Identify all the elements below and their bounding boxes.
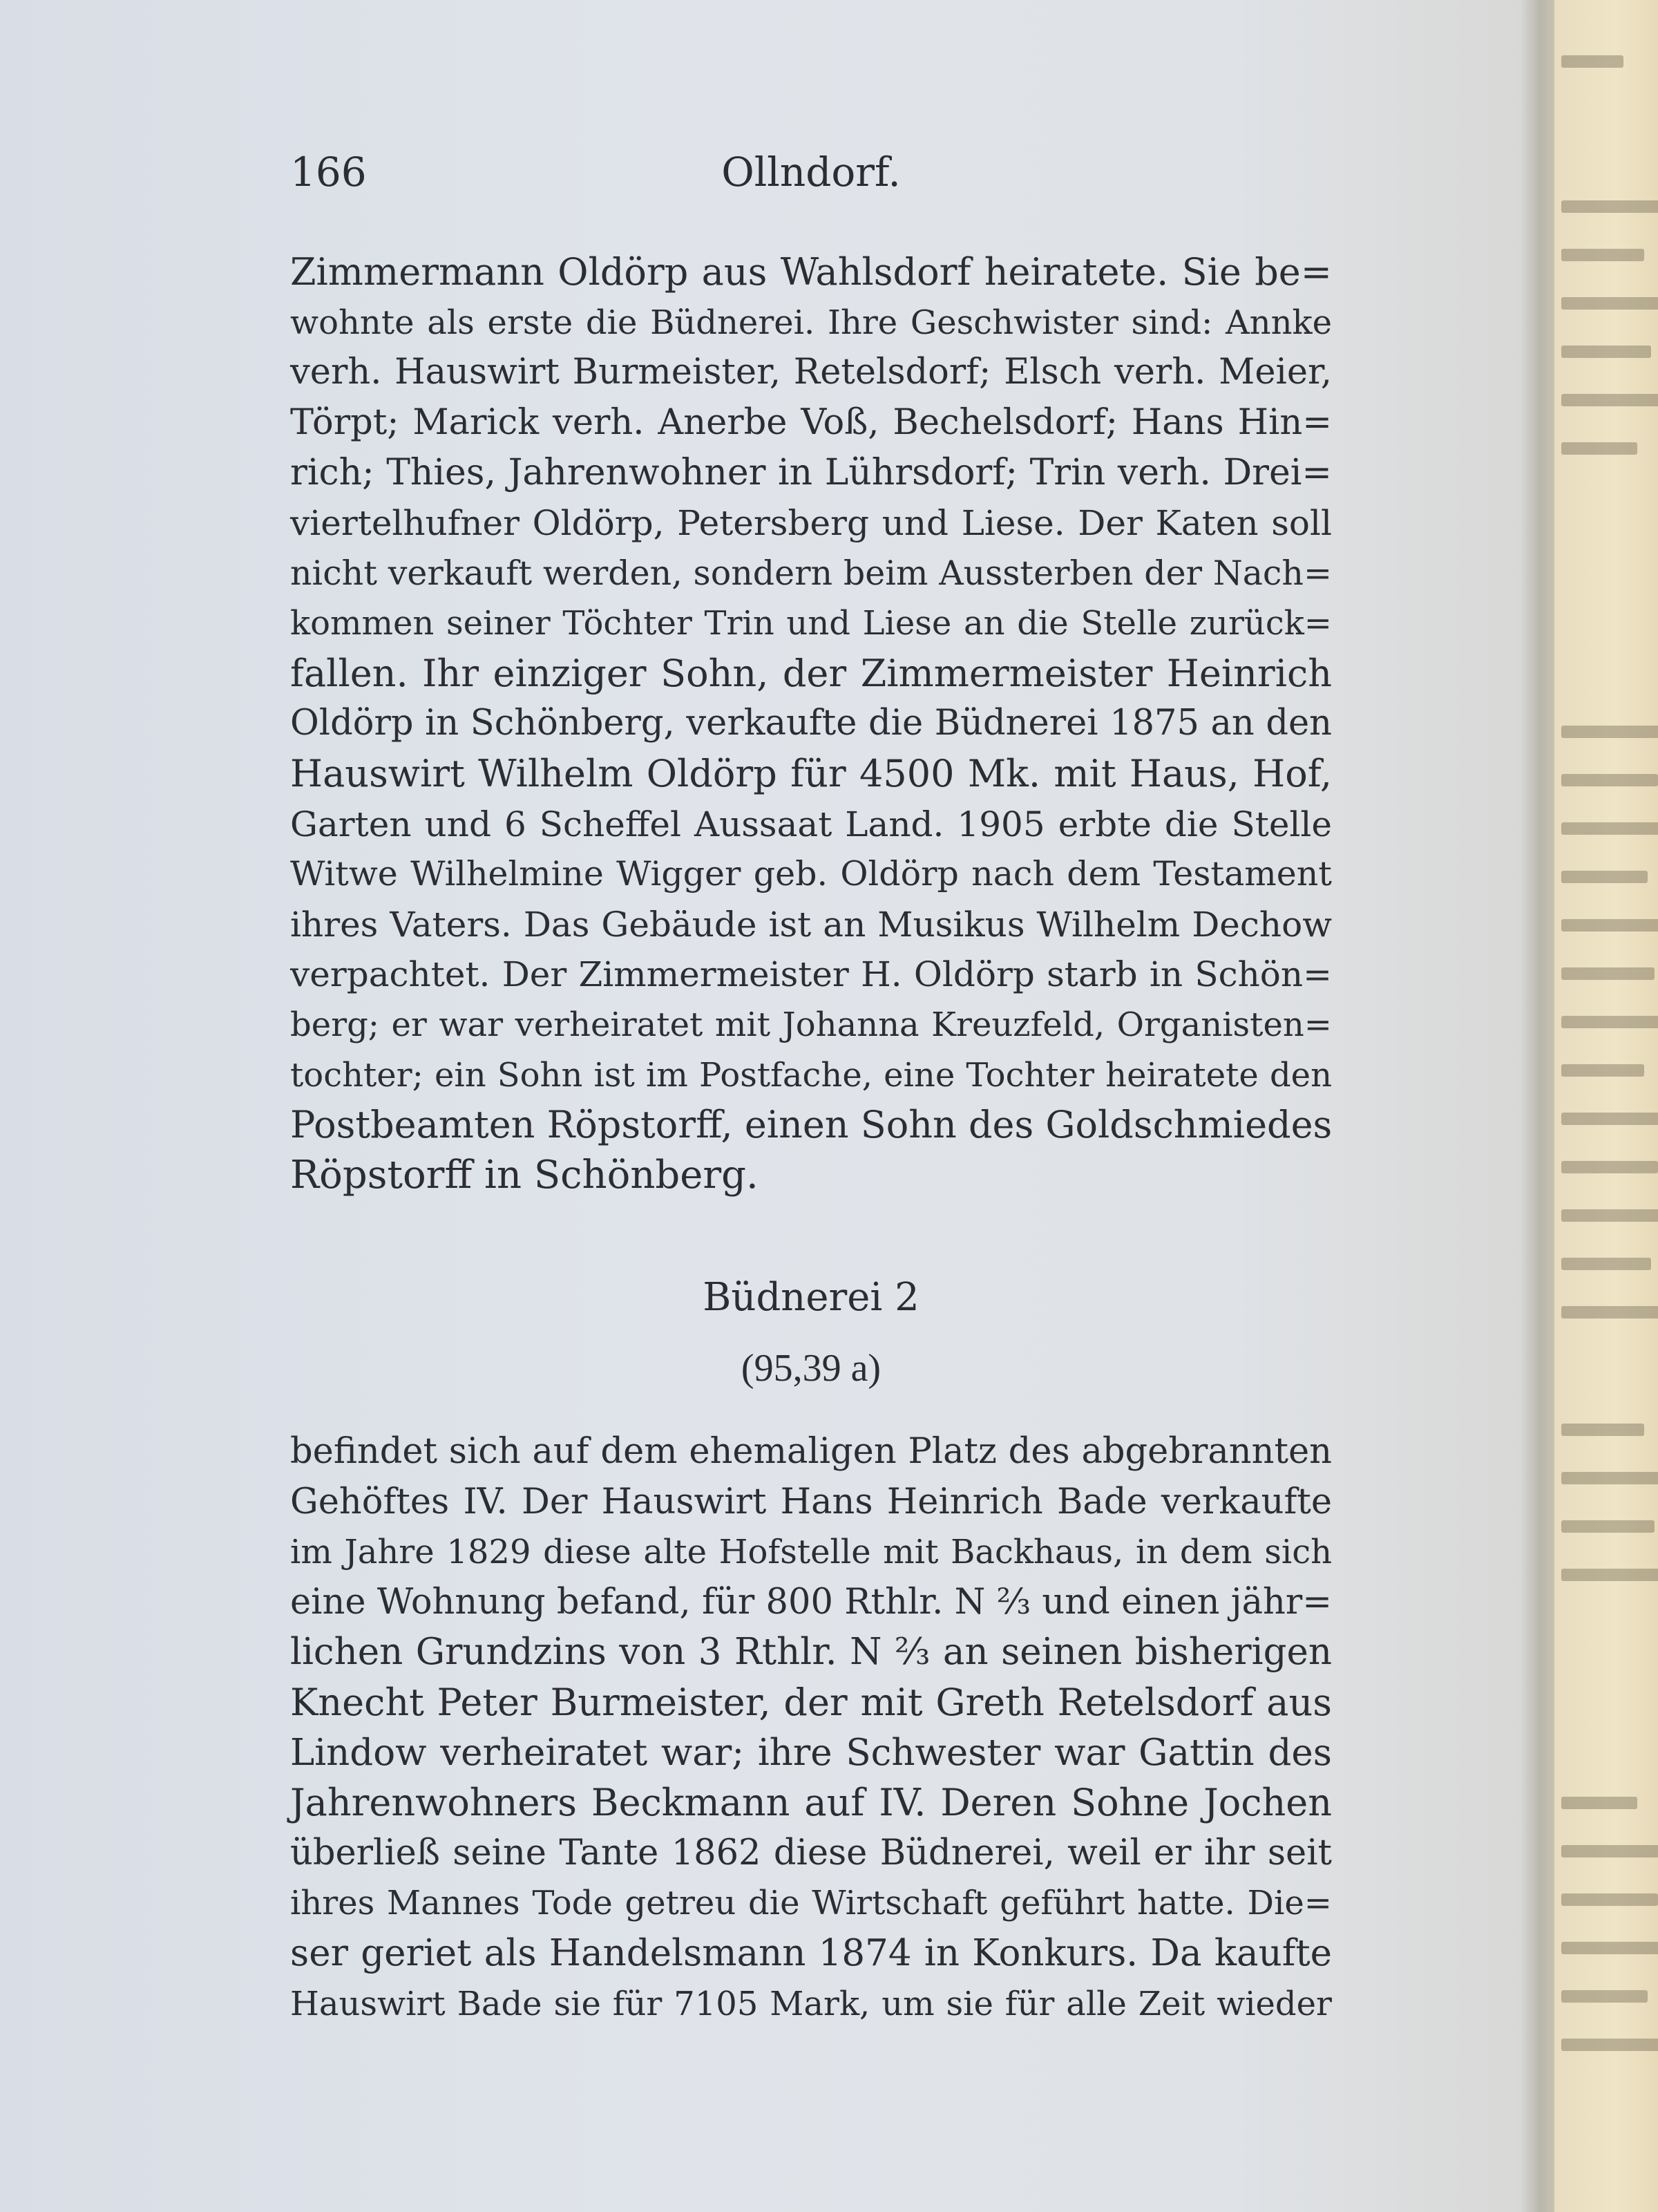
bleed-through-mark (1561, 297, 1658, 310)
paragraph-1 (290, 247, 1332, 1200)
text-line: nicht verkauft werden, sondern beim Aussterben der Nach= (290, 553, 1332, 593)
text-line: lichen Grundzins von 3 Rthlr. N ⅔ an seinen bisherigen (290, 1631, 1332, 1674)
text-line: tochter; ein Sohn ist im Postfache, eine Tochter heiratete den (290, 1055, 1332, 1095)
section-area: (95,39 a) (741, 1347, 882, 1390)
bleed-through-mark (1561, 2039, 1658, 2051)
text-line: ihres Mannes Tode getreu die Wirtschaft geführt hatte. Die= (290, 1884, 1332, 1923)
bleed-through-mark (1561, 200, 1658, 213)
bleed-through-mark (1561, 1209, 1658, 1222)
bleed-through-mark (1561, 726, 1658, 738)
bleed-through-mark (1561, 919, 1658, 932)
text-line: Zimmermann Oldörp aus Wahlsdorf heiratete. Sie be= (290, 250, 1332, 294)
running-head: Ollndorf. (721, 149, 901, 196)
section-title: Büdnerei 2 (703, 1275, 919, 1320)
text-line: eine Wohnung befand, für 800 Rthlr. N ⅔ und einen jähr= (290, 1581, 1332, 1623)
text-line: im Jahre 1829 diese alte Hofstelle mit Backhaus, in dem sich (290, 1533, 1332, 1572)
bleed-through-mark (1561, 822, 1658, 835)
bleed-through-mark (1561, 1942, 1658, 1954)
bleed-through-mark (1561, 1520, 1655, 1533)
text-line: Knecht Peter Burmeister, der mit Greth Retelsdorf aus (290, 1680, 1332, 1724)
text-line: Hauswirt Bade sie für 7105 Mark, um sie für alle Zeit wieder (290, 1984, 1332, 2023)
bleed-through-mark (1561, 1016, 1658, 1028)
bleed-through-mark (1561, 394, 1658, 406)
text-line: verh. Hauswirt Burmeister, Retelsdorf; Elsch verh. Meier, (290, 352, 1332, 393)
text-line: Oldörp in Schönberg, verkaufte die Büdnerei 1875 an den (290, 703, 1332, 744)
bleed-through-mark (1561, 1472, 1658, 1484)
bleed-through-mark (1561, 1113, 1658, 1125)
text-line: Postbeamten Röpstorff, einen Sohn des Goldschmiedes (290, 1103, 1333, 1147)
bleed-through-mark (1561, 1064, 1644, 1077)
text-line: befindet sich auf dem ehemaligen Platz des abgebrannten (290, 1431, 1332, 1472)
bleed-through-mark (1561, 1845, 1658, 1857)
text-line: ihres Vaters. Das Gebäude ist an Musikus Wilhelm Dechow (290, 904, 1332, 945)
bleed-through-mark (1561, 1893, 1658, 1906)
bleed-through-mark (1561, 871, 1648, 883)
bleed-through-mark (1561, 442, 1637, 455)
text-line: fallen. Ihr einziger Sohn, der Zimmermeister Heinrich (290, 651, 1332, 695)
text-line: kommen seiner Töchter Trin und Liese an die Stelle zurück= (290, 604, 1332, 643)
text-line: viertelhufner Oldörp, Petersberg und Liese. Der Katen soll (290, 502, 1332, 543)
bleed-through-mark (1561, 1797, 1637, 1809)
text-line: überließ seine Tante 1862 diese Büdnerei, weil er ihr seit (290, 1832, 1332, 1873)
bleed-through-mark (1561, 249, 1644, 261)
page-header (290, 149, 1332, 197)
bleed-through-mark (1561, 1306, 1658, 1318)
bleed-through-mark (1561, 1990, 1648, 2003)
bleed-through-mark (1561, 1424, 1644, 1436)
bleed-through-mark (1561, 55, 1623, 68)
text-line: berg; er war verheiratet mit Johanna Kreuzfeld, Organisten= (290, 1005, 1332, 1044)
bleed-through-mark (1561, 774, 1658, 786)
text-line: Hauswirt Wilhelm Oldörp für 4500 Mk. mit Haus, Hof, (290, 751, 1332, 795)
bleed-through-mark (1561, 1569, 1658, 1581)
adjacent-page-edge (1554, 0, 1658, 2212)
text-line: Jahrenwohners Beckmann auf IV. Deren Sohne Jochen (290, 1781, 1332, 1825)
bleed-through-mark (1561, 346, 1651, 358)
text-line: wohnte als erste die Büdnerei. Ihre Geschwister sind: Annke (290, 303, 1332, 342)
paragraph-2 (290, 1427, 1332, 2029)
text-line: rich; Thies, Jahrenwohner in Lührsdorf; Trin verh. Drei= (290, 452, 1332, 494)
text-line: Gehöftes IV. Der Hauswirt Hans Heinrich Bade verkaufte (290, 1481, 1332, 1522)
page-number: 166 (290, 149, 367, 196)
text-line: Röpstorff in Schönberg. (290, 1152, 759, 1198)
bleed-through-mark (1561, 1161, 1658, 1173)
text-line: Lindow verheiratet war; ihre Schwester war Gattin des (290, 1731, 1332, 1774)
bleed-through-mark (1561, 1258, 1651, 1270)
text-line: Garten und 6 Scheffel Aussaat Land. 1905 erbte die Stelle (290, 804, 1332, 844)
text-line: verpachtet. Der Zimmermeister H. Oldörp starb in Schön= (290, 954, 1332, 995)
text-line: Törpt; Marick verh. Anerbe Voß, Bechelsdorf; Hans Hin= (290, 401, 1332, 443)
bleed-through-mark (1561, 967, 1655, 980)
text-line: Witwe Wilhelmine Wigger geb. Oldörp nach dem Testament (290, 854, 1332, 894)
text-line: ser geriet als Handelsmann 1874 in Konkurs. Da kaufte (290, 1931, 1332, 1974)
